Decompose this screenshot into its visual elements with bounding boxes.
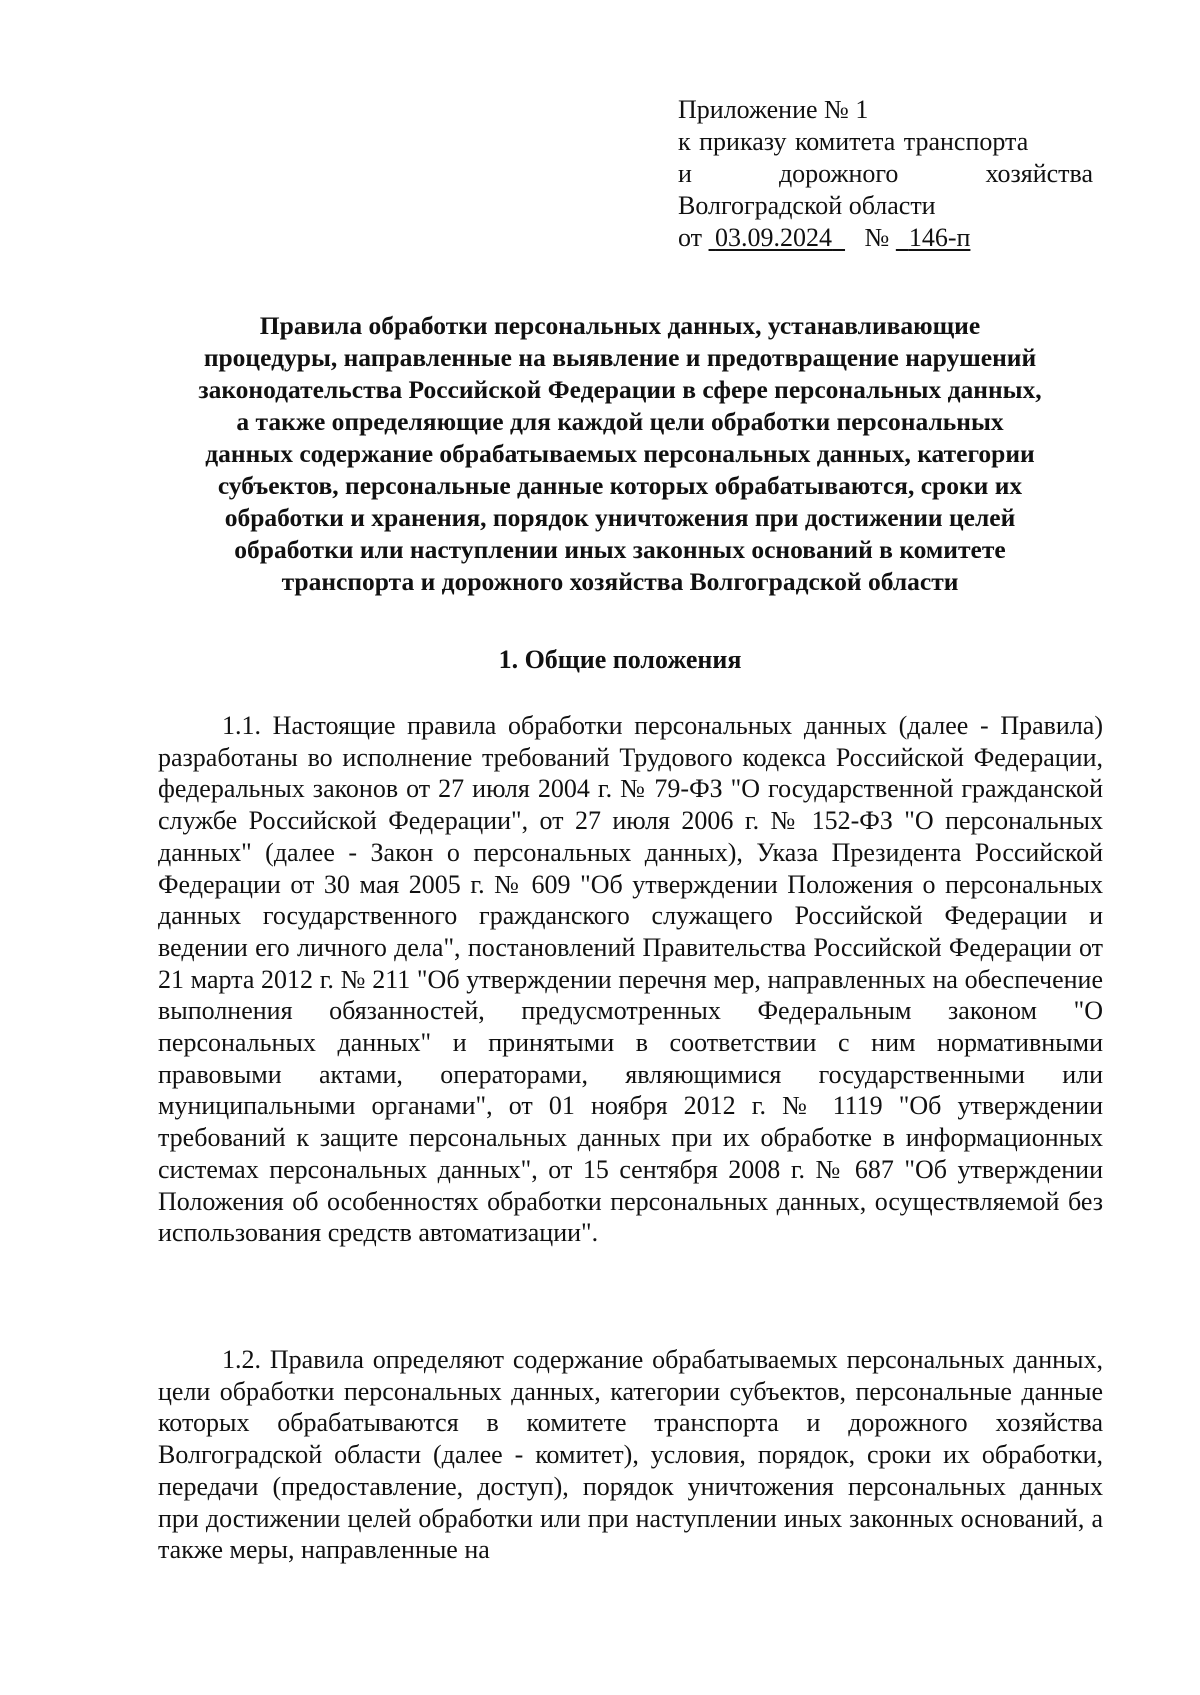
title-line: процедуры, направленные на выявление и предотвращение нарушений [203, 343, 1037, 372]
appendix-word-economy: хозяйства [985, 159, 1093, 188]
title-line: законодательства Российской Федерации в сфере персональных данных, [198, 375, 1042, 404]
title-line: обработки или наступлении иных законных оснований в комитете [234, 535, 1006, 564]
order-date: 03.09.2024 [715, 223, 833, 252]
date-prefix: от [678, 223, 703, 252]
title-line: обработки и хранения, порядок уничтожения при достижении целей [224, 503, 1016, 532]
appendix-committee-line [678, 158, 1093, 190]
appendix-word-and: и [678, 159, 692, 188]
appendix-date-number-line [678, 222, 1093, 254]
title-line: транспорта и дорожного хозяйства Волгоградской области [281, 567, 959, 596]
order-number: 146-п [908, 223, 971, 252]
appendix-region: Волгоградской области [678, 191, 936, 220]
document-title [140, 310, 1100, 598]
title-line: а также определяющие для каждой цели обработки персональных [236, 407, 1004, 436]
appendix-word-road: дорожного [778, 159, 899, 188]
title-line: данных содержание обрабатываемых персональных данных, категории [205, 439, 1035, 468]
title-line: субъектов, персональные данные которых обрабатываются, сроки их [217, 471, 1023, 500]
paragraph-1-1: 1.1. Настоящие правила обработки персональных данных (далее - Правила) разработаны во исполнение требований Трудового кодекса Российской Федерации, федеральных законов от 27 июля 2004 г. № 79-ФЗ "О государственной гражданской службе Российской Федерации", от 27 июля 2006 г. № 152-ФЗ "О персональных данных" (далее - Закон о персональных данных), Указа Президента Российской Федерации от 30 мая 2005 г. № 609 "Об утверждении Положения о персональных данных государственного гражданского служащего Российской Федерации и ведении его личного дела", постановлений Правительства Российской Федерации от 21 марта 2012 г. № 211 "Об утверждении перечня мер, направленных на обеспечение выполнения обязанностей, предусмотренных Федеральным законом "О персональных данных" и принятыми в соответствии с ним нормативными правовыми актами, операторами, являющимися государственными или муниципальными органами", от 01 ноября 2012 г. № 1119 "Об утверждении требований к защите персональных данных при их обработке в информационных системах персональных данных", от 15 сентября 2008 г. № 687 "Об утверждении Положения об особенностях обработки персональных данных, осуществляемой без использования средств автоматизации". [158, 711, 1103, 1248]
paragraph-1-2: 1.2. Правила определяют содержание обрабатываемых персональных данных, цели обработки персональных данных, категории субъектов, персональные данные которых обрабатываются в комитете транспорта и дорожного хозяйства Волгоградской области (далее - комитет), условия, порядок, сроки их обработки, передачи (предоставление, доступ), порядок уничтожения персональных данных при достижении целей обработки или при наступлении иных законных оснований, а также меры, направленные на [158, 1345, 1103, 1565]
appendix-order-ref: к приказу комитета транспорта [678, 127, 1029, 156]
number-prefix: № [864, 223, 890, 252]
appendix-number: Приложение № 1 [678, 95, 869, 124]
appendix-block [678, 94, 1093, 254]
section-heading: 1. Общие положения [498, 645, 742, 674]
title-line: Правила обработки персональных данных, устанавливающие [259, 311, 981, 340]
